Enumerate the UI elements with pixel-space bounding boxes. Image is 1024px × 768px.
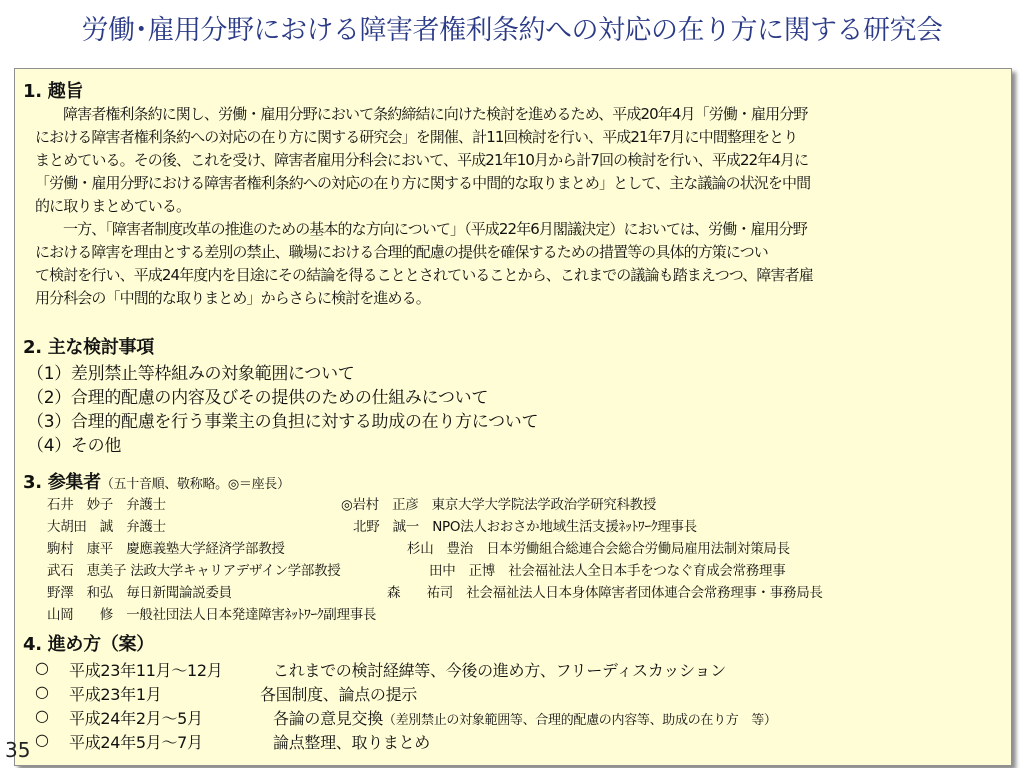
list-item: （4）その他 [27, 436, 122, 456]
section4-heading: 4. 進め方（案） [23, 634, 154, 655]
section1-heading: 1. 趣旨 [23, 81, 84, 102]
section3-heading-text: 3. 参集者 [23, 472, 101, 493]
page-title: 労働･雇用分野における障害者権利条約への対応の在り方に関する研究会 [81, 15, 943, 46]
paragraph-line: て検討を行い、平成24年度内を目途にその結論を得ることとされていることから、これまでの議論も踏まえつつ、障害者雇 [35, 266, 813, 284]
schedule-row [35, 682, 418, 704]
schedule-text: 各論の意見交換 [273, 709, 383, 728]
schedule-row [35, 658, 726, 680]
member-right: 田中 正博 社会福祉法人全日本手をつなぐ育成会常務理事 [429, 563, 786, 579]
member-left: 石井 妙子 弁護士 [47, 497, 166, 513]
paragraph-line: 一方、「障害者制度改革の推進のための基本的な方向について」（平成22年6月閣議決定）においては、労働・雇用分野 [63, 220, 807, 238]
bullet: ○ [35, 730, 49, 749]
member-left: 野澤 和弘 毎日新聞論説委員 [47, 585, 232, 601]
page-number: 35 [5, 738, 31, 762]
list-item: （2）合理的配慮の内容及びその提供のための仕組みについて [27, 388, 489, 408]
bullet: ○ [35, 658, 49, 677]
section2-heading: 2. 主な検討事項 [23, 337, 154, 358]
schedule-text-wrap [273, 706, 777, 729]
paragraph-line: における障害者権利条約への対応の在り方に関する研究会」を開催、計11回検討を行い、平成21年7月に中間整理をとり [35, 128, 798, 146]
member-left: 武石 恵美子 法政大学キャリアデザイン学部教授 [47, 563, 341, 579]
paragraph-line: 的に取りまとめている。 [35, 197, 191, 215]
list-item: （3）合理的配慮を行う事業主の負担に対する助成の在り方について [27, 412, 539, 432]
bullet: ○ [35, 682, 49, 701]
paragraph-line: における障害を理由とする差別の禁止、職場における合理的配慮の提供を確保するための措置等の具体的方策につい [35, 243, 768, 261]
schedule-text: これまでの検討経緯等、今後の進め方、フリーディスカッション [273, 661, 726, 680]
member-left: 大胡田 誠 弁護士 [47, 519, 166, 535]
paragraph-line: 用分科会の「中間的な取りまとめ」からさらに検討を進める。 [35, 289, 430, 307]
schedule-note: （差別禁止の対象範囲等、合理的配慮の内容等、助成の在り方 等） [382, 713, 777, 728]
section1-paragraph-1 [35, 103, 810, 218]
section3-heading [23, 468, 290, 494]
paragraph-line: 「労働・雇用分野における障害者権利条約への対応の在り方に関する中間的な取りまとめ」として、主な議論の状況を中間 [35, 174, 811, 192]
schedule-text: 各国制度、論点の提示 [260, 685, 418, 704]
schedule-date: 平成23年1月 [69, 685, 162, 704]
member-right: 杉山 豊治 日本労働組合総連合会総合労働局雇用法制対策局長 [407, 541, 790, 557]
schedule-date: 平成24年5月～7月 [69, 733, 203, 752]
list-item: （1）差別禁止等枠組みの対象範囲について [27, 364, 355, 384]
paragraph-line: まとめている。その後、これを受け、障害者雇用分科会において、平成21年10月から計7回の検討を行い、平成22年4月に [35, 151, 809, 169]
member-left: 山岡 修 一般社団法人日本発達障害ﾈｯﾄﾜｰｸ副理事長 [47, 607, 377, 623]
schedule-date: 平成24年2月～5月 [69, 709, 203, 728]
member-right: 森 祐司 社会福祉法人日本身体障害者団体連合会常務理事・事務局長 [387, 585, 823, 601]
schedule-row [35, 730, 431, 752]
section3-note: （五十音順、敬称略。◎＝座長） [100, 477, 290, 492]
bullet: ○ [35, 706, 49, 725]
member-left: 駒村 康平 慶應義塾大学経済学部教授 [47, 541, 285, 557]
paragraph-line: 障害者権利条約に関し、労働・雇用分野において条約締結に向けた検討を進めるため、平成20年4月「労働・雇用分野 [63, 105, 808, 123]
member-right: 北野 誠一 NPO法人おおさか地域生活支援ﾈｯﾄﾜｰｸ理事長 [353, 519, 697, 535]
schedule-text: 論点整理、取りまとめ [273, 733, 431, 752]
member-right: ◎岩村 正彦 東京大学大学院法学政治学研究科教授 [341, 497, 657, 513]
section1-paragraph-2 [35, 218, 813, 310]
content-box [14, 68, 1012, 766]
schedule-date: 平成23年11月～12月 [69, 661, 223, 680]
schedule-row [35, 706, 777, 728]
